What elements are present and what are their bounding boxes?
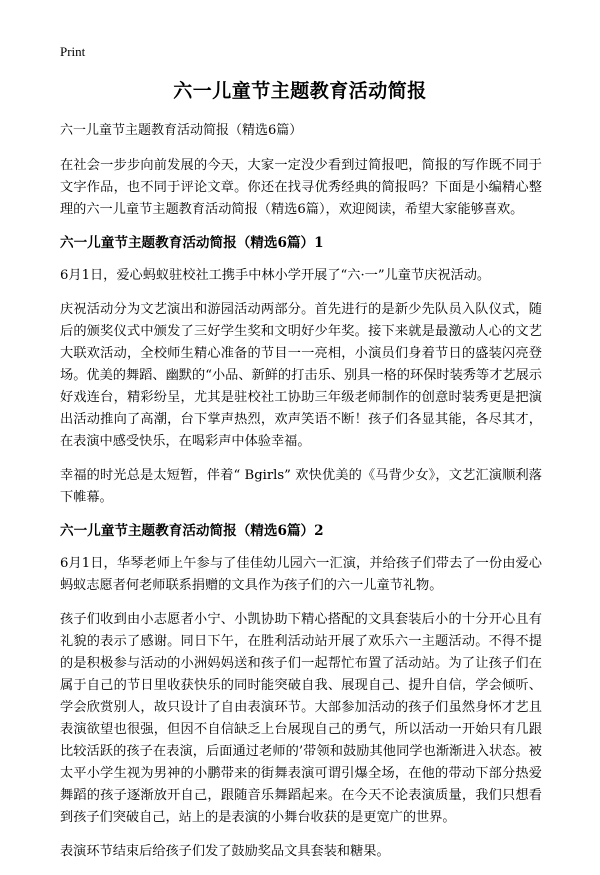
section-heading: 六一儿童节主题教育活动简报（精选6篇）2 (60, 523, 324, 539)
page-title: 六一儿童节主题教育活动简报 (173, 80, 427, 102)
paragraph: 6月1日，爱心蚂蚁驻校社工携手中林小学开展了“六·一”儿童节庆祝活动。 (60, 268, 491, 283)
intro-paragraph: 在社会一步步向前发展的今天，大家一定没少看到过简报吧，简报的写作既不同于文字作品，也不同于评论文章。你还在找寻优秀经典的简报吗？下面是小编精心整理的六一儿童节主题教育活动简报（精选6篇），欢迎阅读，希望大家能够喜欢。 (60, 158, 542, 217)
section-heading: 六一儿童节主题教育活动简报（精选6篇）1 (60, 235, 324, 251)
paragraph: 幸福的时光总是太短暂，伴着“ Bgirls” 欢快优美的《马背少女》，文艺汇演顺利落下帷幕。 (60, 468, 542, 505)
paragraph: 6月1日，华琴老师上午参与了佳佳幼儿园六一汇演，并给孩子们带去了一份由爱心蚂蚁志愿者何老师联系捐赠的文具作为孩子们的六一儿童节礼物。 (60, 556, 542, 593)
article-subtitle: 六一儿童节主题教育活动简报（精选6篇） (60, 123, 303, 138)
print-link[interactable]: Print (60, 44, 86, 59)
paragraph: 孩子们收到由小志愿者小宁、小凯协助下精心搭配的文具套装后小的十分开心且有礼貌的表示了感谢。同日下午，在胜利活动站开展了欢乐六一主题活动。不得不提的是积极参与活动的小洲妈妈送和孩子们一起帮忙布置了活动站。为了让孩子们在属于自己的节日里收获快乐的同时能突破自我、展现自己、提升自信，学会倾听、学会欣赏别人，故只设计了自由表演环节。大部参加活动的孩子们虽然身怀才艺且表演欲望也很强，但因不自信缺乏上台展现自己的勇气，所以活动一开始只有几跟比较活跃的孩子在表演，后面通过老师的’带领和鼓励其他同学也渐渐进入状态。被太平小学生视为男神的小鹏带来的街舞表演可谓引爆全场，在他的带动下部分热爱舞蹈的孩子逐渐放开自己，跟随音乐舞蹈起来。在今天不论表演质量，我们只想看到孩子们突破自己，站上的是表演的小舞台收获的是更宽广的世界。 (60, 612, 542, 825)
paragraph: 表演环节结束后给孩子们发了鼓励奖品文具套装和糖果。 (60, 844, 390, 859)
article-body (60, 122, 542, 875)
paragraph: 庆祝活动分为文艺演出和游园活动两部分。首先进行的是新少先队员入队仪式，随后的颁奖仪式中颁发了三好学生奖和文明好少年奖。接下来就是最激动人心的文艺大联欢活动，全校师生精心准备的节目一一亮相，小演员们身着节日的盛装闪亮登场。优美的舞蹈、幽默的“小品、新鲜的打击乐、别具一格的环保时装秀等才艺展示好戏连台，精彩纷呈，尤其是驻校社工协助三年级老师制作的创意时装秀更是把演出活动推向了高潮，台下掌声热烈，欢声笑语不断！孩子们各显其能，各尽其才，在表演中感受快乐，在喝彩声中体验幸福。 (60, 302, 542, 449)
